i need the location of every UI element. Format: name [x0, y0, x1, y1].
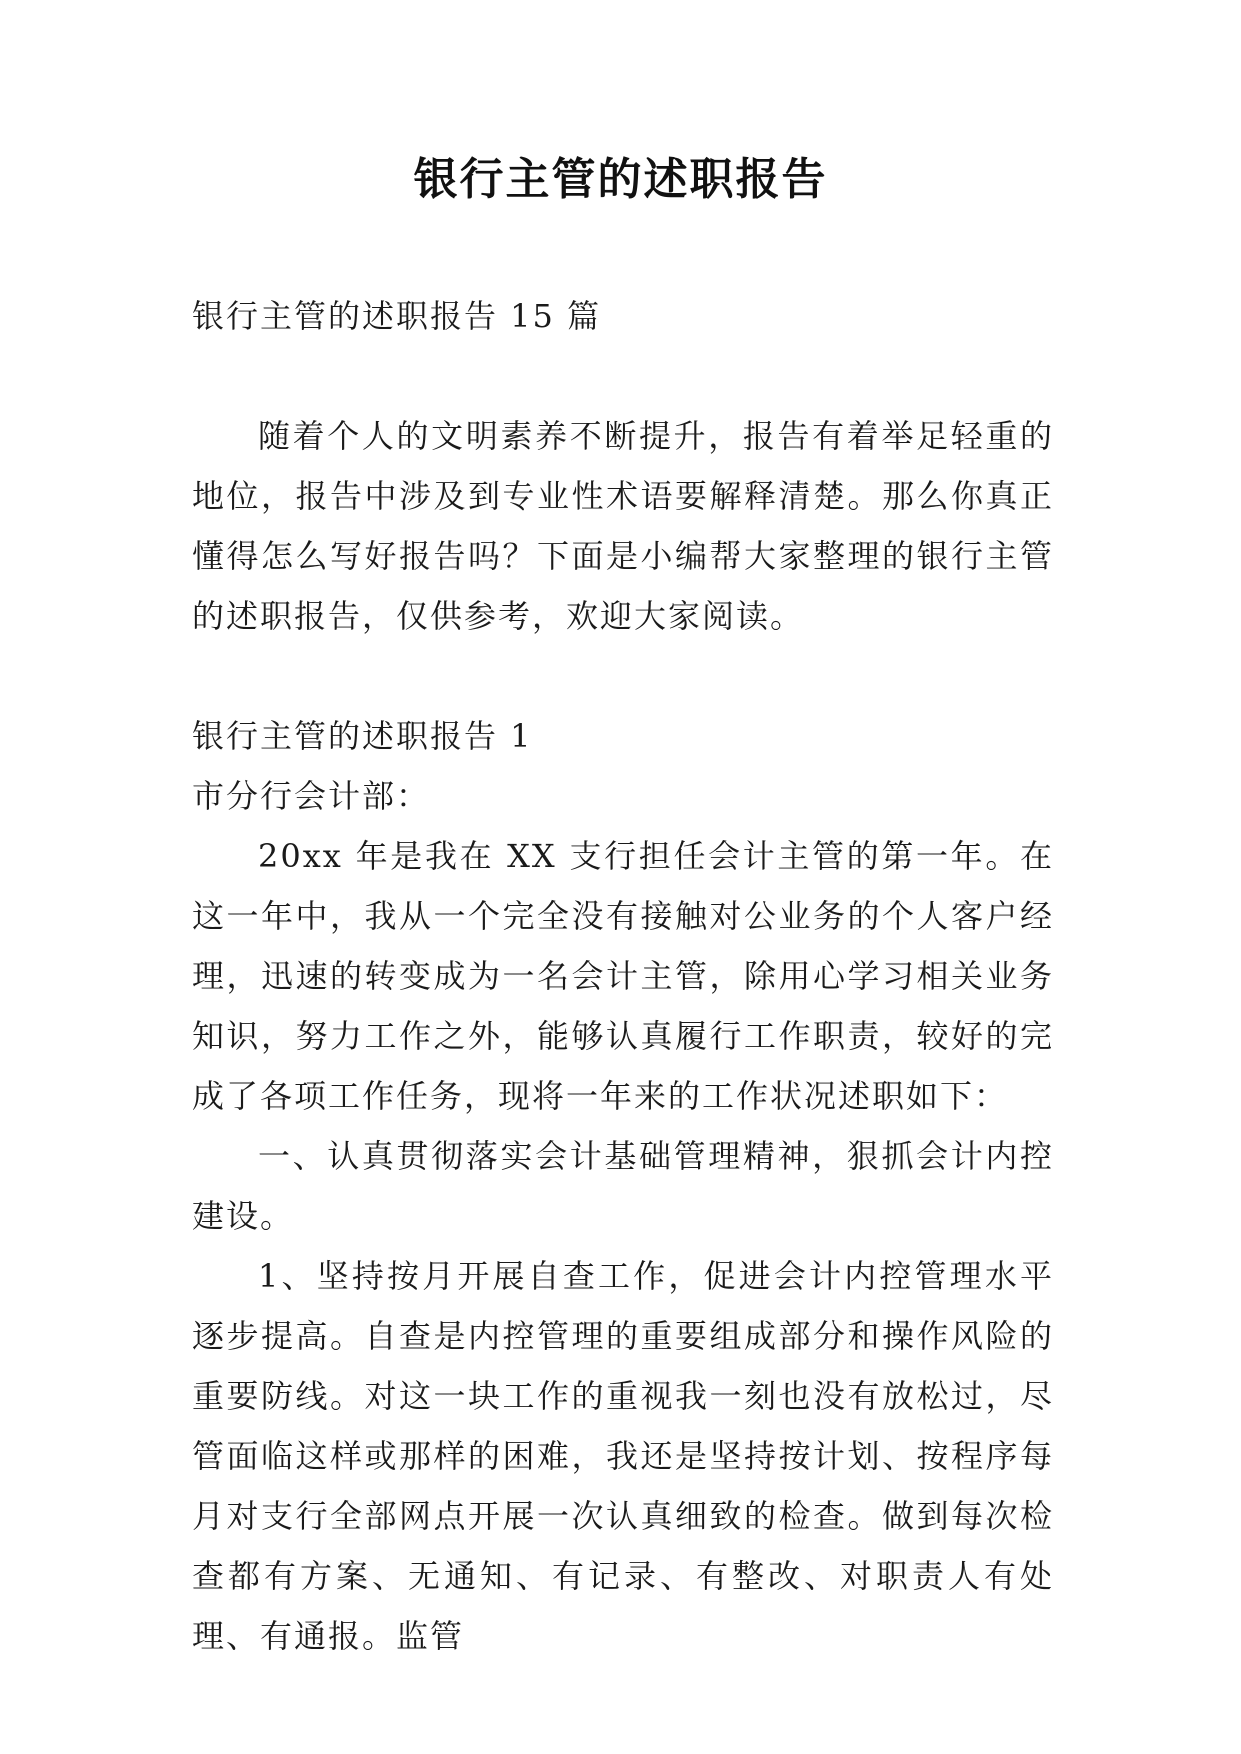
body-paragraph: 20xx 年是我在 XX 支行担任会计主管的第一年。在这一年中，我从一个完全没有接触对公业务的个人客户经理，迅速的转变成为一名会计主管，除用心学习相关业务知识，努力工作之外，能够认真履行工作职责，较好的完成了各项工作任务，现将一年来的工作状况述职如下： [192, 837, 1054, 1115]
salutation: 市分行会计部： [192, 777, 431, 815]
section-heading: 银行主管的述职报告 1 [192, 717, 533, 755]
intro-paragraph: 随着个人的文明素养不断提升，报告有着举足轻重的地位，报告中涉及到专业性术语要解释清楚。那么你真正懂得怎么写好报告吗？下面是小编帮大家整理的银行主管的述职报告，仅供参考，欢迎大家阅读。 [192, 417, 1054, 635]
body-paragraph: 1、坚持按月开展自查工作，促进会计内控管理水平逐步提高。自查是内控管理的重要组成部分和操作风险的重要防线。对这一块工作的重视我一刻也没有放松过，尽管面临这样或那样的困难，我还是坚持按计划、按程序每月对支行全部网点开展一次认真细致的检查。做到每次检查都有方案、无通知、有记录、有整改、对职责人有处理、有通报。监管 [192, 1257, 1054, 1655]
document-title: 银行主管的述职报告 [413, 154, 828, 205]
document-body [192, 286, 1054, 1666]
body-paragraph: 一、认真贯彻落实会计基础管理精神，狠抓会计内控建设。 [192, 1137, 1054, 1235]
spacer [192, 346, 1054, 406]
spacer [192, 646, 1054, 706]
document-subtitle: 银行主管的述职报告 15 篇 [192, 297, 602, 335]
